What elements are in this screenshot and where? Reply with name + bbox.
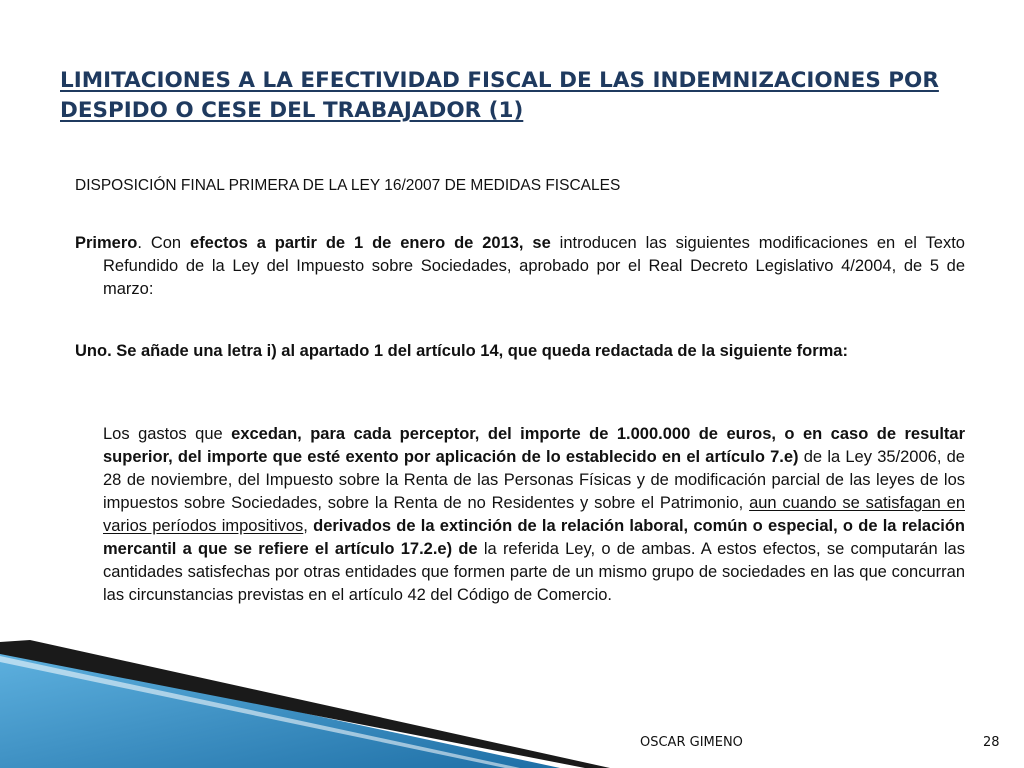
title-line-1: LIMITACIONES A LA EFECTIVIDAD FISCAL DE LAS INDEMNIZACIONES POR bbox=[60, 68, 939, 93]
p3-text-4: la referida Ley, o de ambas. A estos efectos, se computarán las cantidades satisfechas por otras entidades que formen parte de un mismo grupo de sociedades en las que concurran las circunstancias previstas en el artículo 42 del Código de Comercio. bbox=[103, 540, 965, 604]
page-number: 28 bbox=[983, 735, 1000, 750]
paragraph-primero bbox=[75, 232, 965, 301]
p1-text-1: . Con bbox=[137, 234, 191, 252]
decorative-corner-graphic bbox=[0, 640, 620, 768]
p3-text-2: de la Ley 35/2006, de 28 de noviembre, del Impuesto sobre la Renta de las Personas Físicas y de modificación parcial de las leyes de los impuestos sobre Sociedades, sobre la Renta de no Residentes y sobre el Patrimonio, bbox=[103, 448, 965, 512]
p1-bold-2: efectos a partir de 1 de enero de 2013, se bbox=[190, 234, 551, 252]
p3-bold-1: excedan, para cada perceptor, del importe de 1.000.000 de euros, o en caso de resultar superior, del importe que esté exento por aplicación de lo establecido en el artículo 7.e) bbox=[103, 425, 966, 466]
paragraph-gastos bbox=[103, 423, 965, 607]
p3-text-1: Los gastos que bbox=[103, 425, 232, 443]
p3-bold-2: derivados de la extinción de la relación laboral, común o especial, o de la relación mercantil a que se refiere el artículo 17.2.e) de bbox=[103, 517, 965, 558]
footer-author: OSCAR GIMENO bbox=[640, 735, 743, 750]
p1-bold-1: Primero bbox=[75, 234, 138, 252]
slide-title bbox=[60, 66, 960, 126]
paragraph-uno bbox=[75, 340, 965, 363]
p3-text-3: , bbox=[303, 517, 314, 535]
p1-text-2: introducen las siguientes modificaciones en el Texto Refundido de la Ley del Impuesto sobre Sociedades, aprobado por el Real Decreto Legislativo 4/2004, de 5 de marzo: bbox=[103, 234, 965, 298]
title-line-2: DESPIDO O CESE DEL TRABAJADOR (1) bbox=[60, 98, 524, 123]
p2-bold-1: Uno. Se añade una letra i) al apartado 1 del artículo 14, que queda redactada de la siguiente forma: bbox=[75, 342, 848, 360]
p3-underlined: aun cuando se satisfagan en varios períodos impositivos bbox=[103, 494, 965, 535]
section-heading: DISPOSICIÓN FINAL PRIMERA DE LA LEY 16/2007 DE MEDIDAS FISCALES bbox=[75, 177, 621, 194]
